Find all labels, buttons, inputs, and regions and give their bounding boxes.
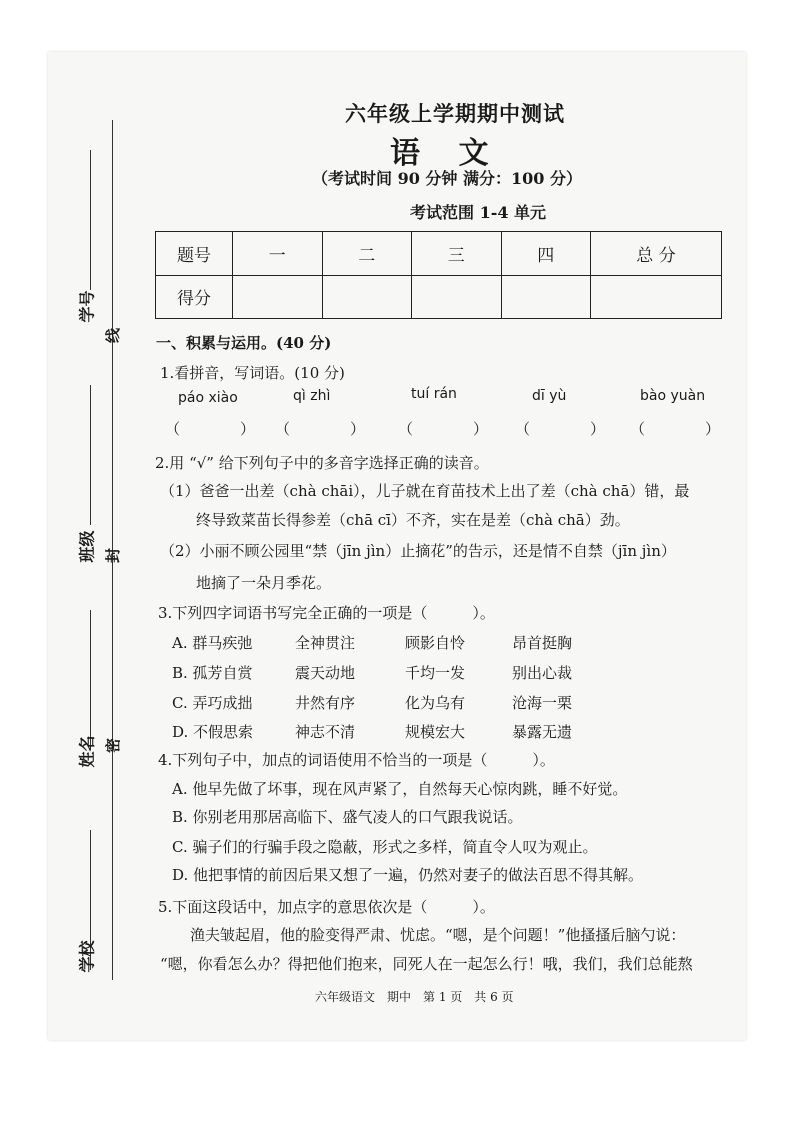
name-label: 姓名 [77,735,97,768]
subject-title: 语 文 [390,136,503,171]
question-1-stem: 1.看拼音，写词语。(10 分) [160,364,345,382]
option-word: 神志不清 [295,723,356,741]
score-table-score-row [156,275,722,319]
option-word: 震天动地 [295,664,356,682]
option-word: 沧海一栗 [512,694,573,712]
option-label: D. 不假思索 [172,723,254,741]
seal-mark: 封 [104,547,123,564]
field-underline [90,385,91,525]
page-footer: 六年级语文 期中 第 1 页 共 6 页 [315,990,514,1004]
score-cell: 题号 [156,232,233,276]
option-word: 井然有序 [295,694,356,712]
score-input-cell[interactable] [591,275,722,319]
secret-mark: 密 [104,737,123,754]
question-2-sentence: 地摘了一朵月季花。 [196,574,332,592]
school-label: 学校 [77,940,97,973]
score-table-header-row [156,232,722,276]
option-label: B. 孤芳自赏 [172,664,253,682]
option-word: 暴露无遗 [512,723,573,741]
score-cell: 二 [322,232,412,276]
answer-blank[interactable]: （ ） [398,420,489,438]
answer-blank[interactable]: （ ） [630,420,721,438]
question-5-paragraph: “嗯，你看怎么办？得把他们抱来，同死人在一起怎么行！哦，我们，我们总能熬 [160,955,693,973]
question-3-stem: 3.下列四字词语书写完全正确的一项是（ ）。 [158,604,495,622]
score-input-cell[interactable] [322,275,412,319]
option-word: 顾影自怜 [405,634,466,652]
score-cell: 一 [233,232,323,276]
score-cell: 总 分 [591,232,722,276]
option-label: C. 弄巧成拙 [172,694,253,712]
exam-scope: 考试范围 1-4 单元 [410,203,547,222]
pinyin: dī yù [532,388,567,404]
exam-info: （考试时间 90 分钟 满分：100 分） [312,169,582,188]
score-input-cell[interactable] [412,275,502,319]
option-word: 千均一发 [405,664,466,682]
question-4-stem: 4.下列句子中，加点的词语使用不恰当的一项是（ ）。 [158,751,555,769]
line-mark: 线 [104,327,123,344]
option-word: 全神贯注 [295,634,356,652]
question-2-sentence: （1）爸爸一出差（chà chāi），儿子就在育苗技术上出了差（chà chā）错，最 [160,482,690,500]
question-2-sentence: （2）小丽不顾公园里“禁（jīn jìn）止摘花”的告示，还是情不自禁（jīn jìn） [160,542,676,560]
pinyin: qì zhì [293,388,331,404]
option-word: 别出心裁 [512,664,573,682]
option-label: A. 群马疾弛 [172,634,253,652]
pinyin: bào yuàn [640,388,706,404]
answer-blank[interactable]: （ ） [275,420,366,438]
score-cell: 得分 [156,275,233,319]
question-4-option: D. 他把事情的前因后果又想了一遍，仍然对妻子的做法百思不得其解。 [172,866,644,884]
score-input-cell[interactable] [233,275,323,319]
option-word: 昂首挺胸 [512,634,573,652]
question-5-stem: 5.下面这段话中，加点字的意思依次是（ ）。 [158,898,495,916]
exam-title: 六年级上学期期中测试 [345,101,565,126]
answer-blank[interactable]: （ ） [165,420,256,438]
pinyin: tuí rán [411,386,457,402]
question-5-paragraph: 渔夫皱起眉，他的脸变得严肃、忧虑。“嗯，是个问题！”他搔搔后脑勺说： [190,926,686,944]
score-table [155,231,722,319]
score-cell: 四 [501,232,591,276]
question-4-option: C. 骗子们的行骗手段之隐蔽，形式之多样，简直令人叹为观止。 [172,838,598,856]
pinyin: páo xiào [178,390,238,406]
field-underline [90,150,91,290]
answer-blank[interactable]: （ ） [515,420,606,438]
score-input-cell[interactable] [501,275,591,319]
question-2-stem: 2.用 “√” 给下列句子中的多音字选择正确的读音。 [155,454,489,472]
section-heading: 一、积累与运用。(40 分) [156,334,332,352]
student-id-label: 学号 [77,290,97,323]
score-cell: 三 [412,232,502,276]
field-underline [90,610,91,750]
question-4-option: B. 你别老用那居高临下、盛气凌人的口气跟我说话。 [172,808,523,826]
option-word: 化为乌有 [405,694,466,712]
question-2-sentence: 终导致菜苗长得参差（chā cī）不齐，实在是差（chà chā）劲。 [196,511,630,529]
class-label: 班级 [77,530,97,563]
option-word: 规模宏大 [405,723,466,741]
question-4-option: A. 他早先做了坏事，现在风声紧了，自然每天心惊肉跳，睡不好觉。 [172,780,628,798]
